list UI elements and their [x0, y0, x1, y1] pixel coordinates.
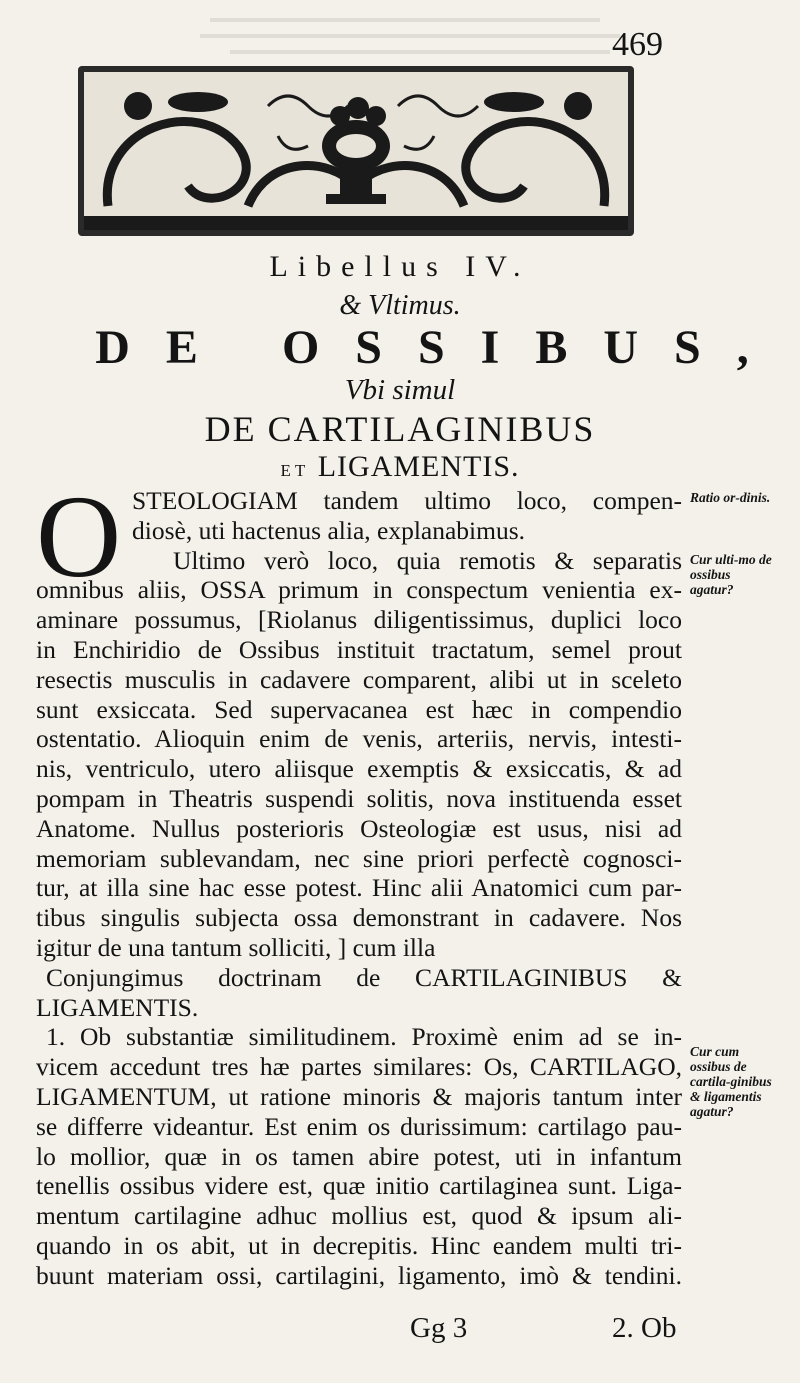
bleed-through-text	[200, 0, 630, 60]
text-line: sunt exsiccata. Sed supervacanea est hæc in compendio	[36, 694, 682, 724]
drop-capital: O	[36, 471, 122, 602]
text-line: LIGAMENTIS.	[36, 992, 199, 1022]
margin-note-ratio-ordinis: Ratio or-dinis.	[690, 490, 771, 505]
text-line: Conjungimus doctrinam de CARTILAGINIBUS &	[46, 962, 682, 992]
text-line: igitur de una tantum solliciti, ] cum illa	[36, 932, 436, 962]
margin-note-cur-cum-ossibus: Cur cum ossibus de cartila-ginibus & ligamentis agatur?	[690, 1044, 772, 1119]
subtitle-ultimus: & Vltimus.	[339, 290, 461, 321]
text-line: in Enchiridio de Ossibus instituit tractatum, semel prout	[36, 634, 682, 664]
text-line: aminare possumus, [Riolanus diligentissimus, duplici loco	[36, 605, 682, 635]
body-text	[36, 486, 682, 1291]
catchword: 2. Ob	[612, 1312, 677, 1344]
title-cartilaginibus: DE CARTILAGINIBUS	[204, 409, 596, 449]
text-line: quando in os abit, ut in decrepitis. Hinc eandem multi tri-	[36, 1230, 682, 1260]
subtitle-ubi-simul: Vbi simul	[344, 374, 456, 406]
text-line: nis, ventriculo, utero aliisque exemptis & exsiccatis, & ad	[36, 754, 682, 784]
text-line: STEOLOGIAM tandem ultimo loco, compen-	[132, 486, 682, 515]
text-line: mentum cartilagine adhuc mollius est, quod & ipsum ali-	[36, 1201, 682, 1231]
book-title-libellus: Libellus IV.	[269, 250, 531, 283]
text-line: lo mollior, quæ in os tamen abire potest, uti in infantum	[36, 1141, 682, 1171]
margin-note-cur-ultimo: Cur ulti-mo de ossibus agatur?	[690, 552, 772, 597]
ornamental-headpiece	[78, 66, 634, 236]
text-line: vicem accedunt tres hæ partes similares: Os, CARTILAGO,	[36, 1052, 682, 1082]
text-line: pompam in Theatris suspendi solitis, nova instituenda esset	[36, 783, 682, 813]
text-line: se differre videantur. Est enim os durissimum: cartilago pau-	[36, 1111, 682, 1141]
text-line: tibus singulis subjecta ossa demonstrant in cadavere. Nos	[36, 903, 682, 933]
text-line: 1. Ob substantiæ similitudinem. Proximè enim ad se in-	[46, 1022, 682, 1052]
title-ligamentis-word: LIGAMENTIS.	[317, 450, 520, 483]
title-et: ET	[280, 461, 310, 480]
main-title: DE OSSIBUS,	[95, 321, 785, 374]
text-line: buunt materiam ossi, cartilagini, ligamento, imò & tendini.	[36, 1260, 682, 1290]
text-line: memoriam sublevandam, nec sine priori perfectè cognosci-	[36, 843, 682, 873]
text-line: omnibus aliis, OSSA primum in conspectum venientia ex-	[36, 575, 682, 605]
text-line: tur, at illa sine hac esse potest. Hinc alii Anatomici cum par-	[36, 873, 682, 903]
text-line: diosè, uti hactenus alia, explanabimus.	[132, 515, 526, 545]
page-number: 469	[612, 26, 663, 63]
signature-mark: Gg 3	[410, 1312, 468, 1344]
text-line: Anatome. Nullus posterioris Osteologiæ est usus, nisi ad	[36, 813, 682, 843]
text-line: resectis musculis in cadavere comparent, alibi ut in sceleto	[36, 664, 682, 694]
text-line: tenellis ossibus videre est, quæ initio cartilaginea sunt. Liga-	[36, 1171, 682, 1201]
text-line: Ultimo verò loco, quia remotis & separatis	[173, 545, 682, 575]
text-line: ostentatio. Alioquin enim de venis, arteriis, nervis, intesti-	[36, 724, 682, 754]
text-line: LIGAMENTUM, ut ratione minoris & majoris tantum inter	[36, 1081, 682, 1111]
